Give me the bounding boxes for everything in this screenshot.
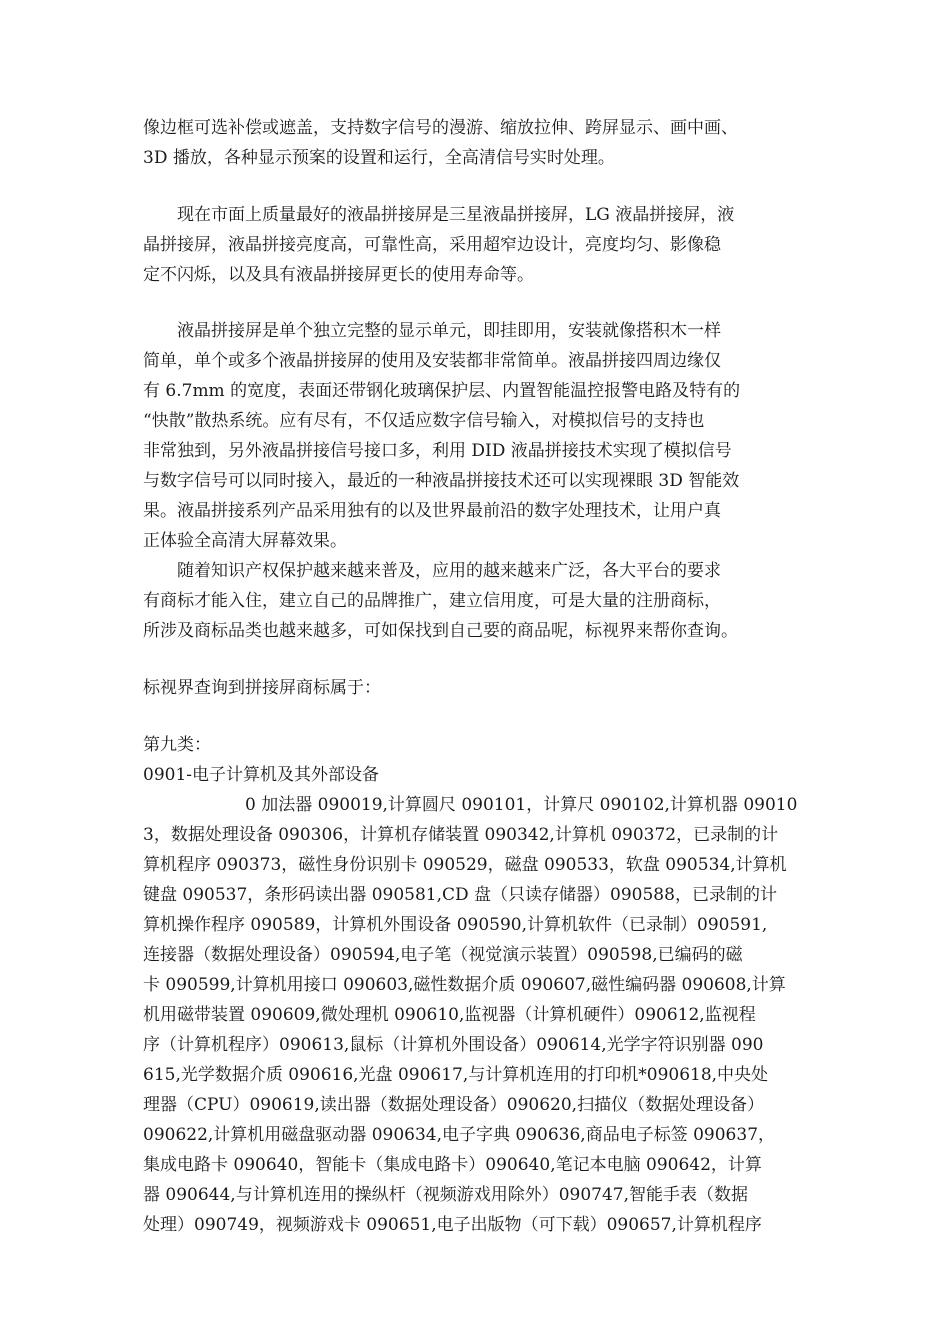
text-line: 现在市面上质量最好的液晶拼接屏是三星液晶拼接屏，LG 液晶拼接屏，液: [143, 205, 735, 225]
text-line: 定不闪烁，以及具有液晶拼接屏更长的使用寿命等。: [143, 265, 534, 285]
text-line: 卡 090599,计算机用接口 090603,磁性数据介质 090607,磁性编码器 090608,计算: [143, 975, 786, 995]
text-line: 随着知识产权保护越来越来普及，应用的越来越来广泛，各大平台的要求: [143, 561, 721, 581]
text-line: 液晶拼接屏是单个独立完整的显示单元，即挂即用，安装就像搭积木一样: [143, 321, 721, 341]
text-line: 器 090644,与计算机连用的操纵杆（视频游戏用除外）090747,智能手表（数据: [143, 1185, 749, 1205]
text-line: 0 加法器 090019,计算圆尺 090101，计算尺 090102,计算机器 09010: [143, 795, 798, 815]
text-line: 键盘 090537，条形码读出器 090581,CD 盘（只读存储器）090588，已录制的计: [143, 885, 777, 905]
text-line: 果。液晶拼接系列产品采用独有的以及世界最前沿的数字处理技术，让用户真: [143, 501, 721, 521]
text-line: 所涉及商标品类也越来越多，可如保找到自己要的商品呢，标视界来帮你查询。: [143, 621, 738, 641]
text-line: 090622,计算机用磁盘驱动器 090634,电子字典 090636,商品电子标签 090637，: [143, 1125, 776, 1145]
text-line: 集成电路卡 090640，智能卡（集成电路卡）090640,笔记本电脑 090642，计算: [143, 1155, 762, 1175]
text-line: 连接器（数据处理设备）090594,电子笔（视觉演示装置）090598,已编码的磁: [143, 945, 743, 965]
text-line: 正体验全高清大屏幕效果。: [143, 531, 347, 551]
text-line: 算机程序 090373，磁性身份识别卡 090529，磁盘 090533，软盘 090534,计算机: [143, 855, 787, 875]
text-line: 有商标才能入住，建立自己的品牌推广，建立信用度，可是大量的注册商标，: [143, 591, 721, 611]
text-line: 与数字信号可以同时接入，最近的一种液晶拼接技术还可以实现裸眼 3D 智能效: [143, 471, 740, 491]
text-line: 处理）090749，视频游戏卡 090651,电子出版物（可下载）090657,计算机程序: [143, 1215, 762, 1235]
text-line: 615,光学数据介质 090616,光盘 090617,与计算机连用的打印机*090618,中央处: [143, 1065, 769, 1085]
text-line: 3，数据处理设备 090306，计算机存储装置 090342,计算机 090372，已录制的计: [143, 825, 779, 845]
text-line: 非常独到，另外液晶拼接信号接口多，利用 DID 液晶拼接技术实现了模拟信号: [143, 441, 732, 461]
text-line: 序（计算机程序）090613,鼠标（计算机外围设备）090614,光学字符识别器 090: [143, 1035, 764, 1055]
text-line: 有 6.7mm 的宽度，表面还带钢化玻璃保护层、内置智能温控报警电路及特有的: [143, 381, 741, 401]
text-line: 算机操作程序 090589，计算机外围设备 090590,计算机软件（已录制）090591,: [143, 915, 768, 935]
text-line: 晶拼接屏，液晶拼接亮度高，可靠性高，采用超窄边设计，亮度均匀、影像稳: [143, 235, 721, 255]
section-heading: 第九类：: [143, 735, 211, 755]
text-line: “快散”散热系统。应有尽有，不仅适应数字信号输入，对模拟信号的支持也: [143, 411, 705, 431]
text-line: 机用磁带装置 090609,微处理机 090610,监视器（计算机硬件）090612,监视程: [143, 1005, 756, 1025]
text-line: 像边框可选补偿或遮盖，支持数字信号的漫游、缩放拉伸、跨屏显示、画中画、: [143, 118, 738, 138]
text-line: 3D 播放，各种显示预案的设置和运行，全高清信号实时处理。: [143, 148, 615, 168]
text-line: 标视界查询到拼接屏商标属于：: [143, 678, 381, 698]
subsection-heading: 0901-电子计算机及其外部设备: [143, 765, 380, 785]
text-line: 简单，单个或多个液晶拼接屏的使用及安装都非常简单。液晶拼接四周边缘仅: [143, 351, 721, 371]
text-line: 理器（CPU）090619,读出器（数据处理设备）090620,扫描仪（数据处理设备）: [143, 1095, 765, 1115]
